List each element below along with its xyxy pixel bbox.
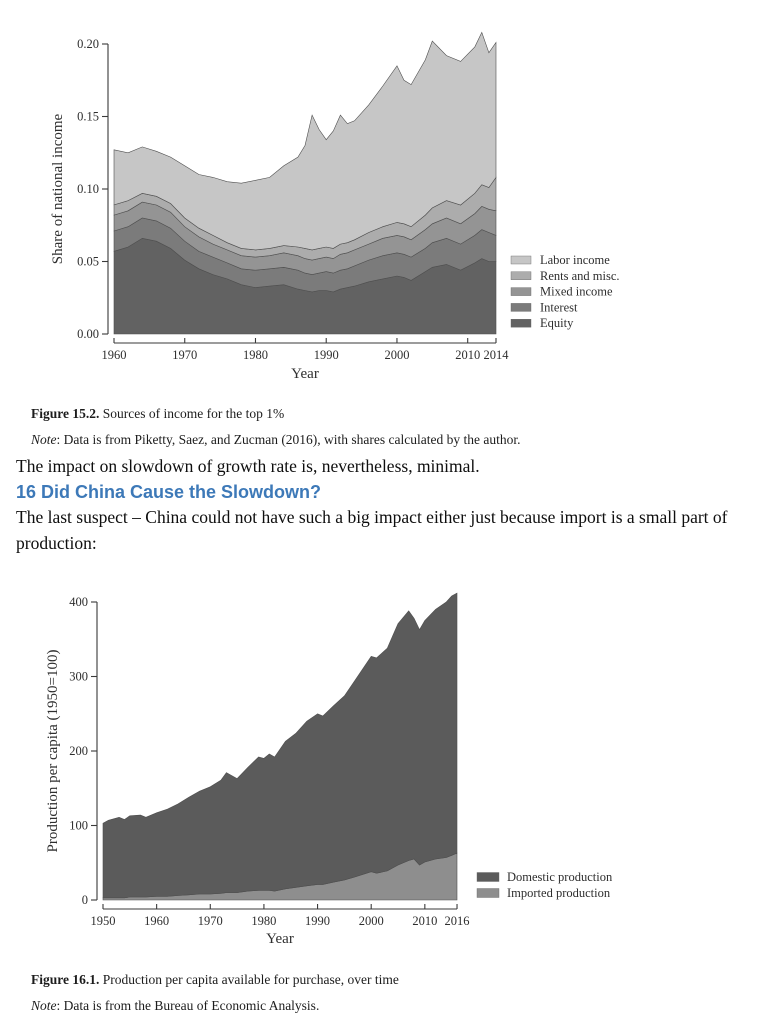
y-tick-label: 0.10 [77, 182, 99, 196]
y-tick-label: 400 [69, 595, 88, 609]
figure-15-2-note-label: Note [31, 432, 57, 447]
y-tick-label: 0.20 [77, 37, 99, 51]
x-tick-label: 2010 [455, 348, 481, 362]
figure-16-1-note [31, 998, 319, 1014]
x-tick-label: 1980 [251, 914, 277, 928]
x-tick-label: 2016 [444, 914, 470, 928]
figure-15-2-note [31, 432, 521, 448]
x-tick-label: 2000 [384, 348, 410, 362]
figure-15-2-caption [31, 406, 284, 422]
legend-label-equity: Equity [540, 316, 574, 331]
x-axis-title: Year [291, 366, 319, 382]
legend-label-mixed-income: Mixed income [540, 284, 613, 299]
figure-16-1-caption [31, 972, 399, 988]
x-tick-label: 2010 [412, 914, 438, 928]
x-tick-label: 1960 [101, 348, 127, 362]
y-tick-label: 0 [81, 893, 88, 907]
y-tick-label: 200 [69, 744, 88, 758]
x-tick-label: 1970 [197, 914, 223, 928]
y-tick-label: 100 [69, 818, 88, 833]
legend [511, 253, 620, 330]
paragraph-china: The last suspect – China could not have such a big impact either just because import is a small part of production: [16, 507, 728, 553]
figure-16-1-caption-label: Figure 16.1. [31, 972, 100, 987]
area-layer-domestic-production [103, 593, 457, 898]
legend-label-imported-production: Imported production [507, 886, 611, 900]
x-tick-label: 2014 [483, 348, 509, 362]
figure-15-2-chart [0, 0, 760, 400]
x-tick-label: 1990 [305, 914, 331, 928]
paragraph-slowdown: The impact on slowdown of growth rate is, nevertheless, minimal. [16, 456, 480, 476]
legend-swatch-labor-income [511, 256, 531, 264]
legend-swatch-domestic-production [477, 873, 499, 882]
body-text-block [16, 454, 752, 556]
legend-label-rents-and-misc: Rents and misc. [540, 268, 620, 283]
figure-15-2-note-text: : Data is from Piketty, Saez, and Zucman (2016), with shares calculated by the author. [56, 432, 521, 447]
legend-swatch-mixed-income [511, 288, 531, 296]
y-tick-label: 0.15 [77, 109, 99, 124]
legend-swatch-imported-production [477, 889, 499, 898]
y-tick-label: 0.00 [77, 327, 99, 341]
legend [477, 870, 613, 900]
x-tick-label: 1960 [144, 914, 170, 928]
y-axis-title: Share of national income [50, 113, 66, 265]
figure-16-1-note-text: : Data is from the Bureau of Economic Analysis. [56, 998, 320, 1013]
x-tick-label: 2000 [358, 914, 384, 928]
x-tick-label: 1970 [172, 348, 198, 362]
figure-16-1-note-label: Note [31, 998, 57, 1013]
legend-swatch-equity [511, 319, 531, 327]
y-tick-label: 0.05 [77, 254, 99, 269]
x-tick-label: 1990 [313, 348, 339, 362]
legend-swatch-interest [511, 303, 531, 311]
y-tick-label: 300 [69, 669, 88, 684]
legend-label-domestic-production: Domestic production [507, 870, 613, 884]
figure-16-1-chart [0, 563, 760, 963]
legend-swatch-rents-and-misc [511, 272, 531, 280]
x-tick-label: 1950 [90, 914, 116, 928]
legend-label-labor-income: Labor income [540, 253, 610, 267]
x-axis-title: Year [266, 931, 294, 947]
section-heading: 16 Did China Cause the Slowdown? [16, 481, 322, 502]
figure-15-2-caption-text: Sources of income for the top 1% [102, 406, 285, 421]
figure-16-1-caption-text: Production per capita available for purchase, over time [102, 972, 399, 987]
figure-15-2-caption-label: Figure 15.2. [31, 406, 100, 421]
x-tick-label: 1980 [242, 348, 268, 362]
legend-label-interest: Interest [540, 300, 578, 315]
y-axis-title: Production per capita (1950=100) [45, 649, 61, 853]
